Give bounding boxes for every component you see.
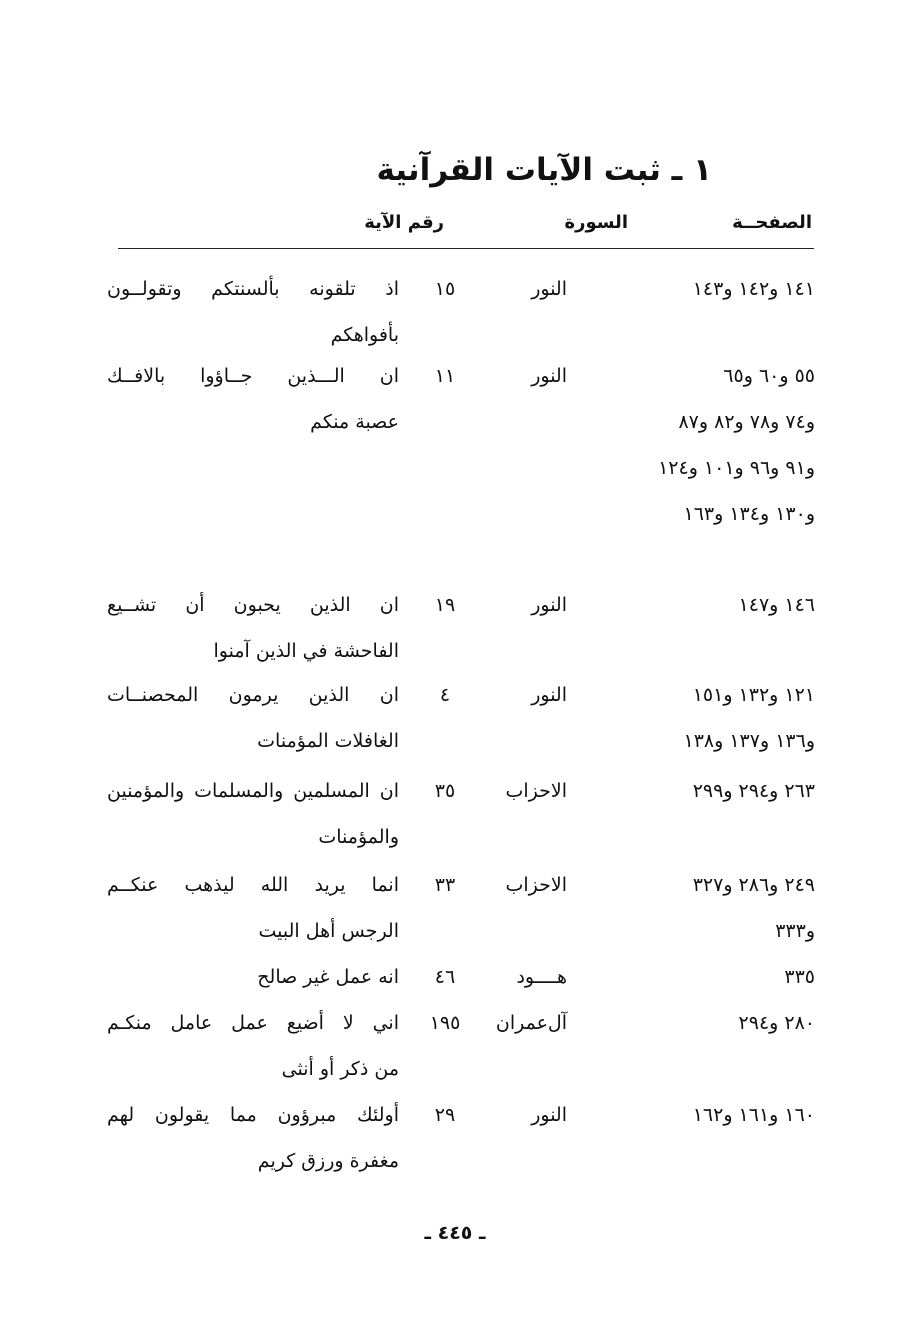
verse-line: الفاحشة في الذين آمنوا (213, 640, 399, 662)
pages-line: ٢٦٣ و٢٩٤ و٢٩٩ (692, 780, 815, 802)
verse-text-cell (107, 1000, 399, 1092)
verse-number-cell: ١٩ (434, 594, 456, 616)
verse-line: والمؤمنات (318, 826, 399, 848)
verse-line: ان المسلمين والمسلمات والمؤمنين (107, 780, 399, 802)
pages-cell (585, 1000, 815, 1046)
pages-line: و٧٤ و٧٨ و٨٢ و٨٧ (678, 411, 815, 433)
pages-cell (585, 353, 815, 537)
verse-line: ان الذين يرمون المحصنــات (107, 684, 399, 706)
pages-cell (585, 768, 815, 814)
pages-line: و٩١ و٩٦ و١٠١ و١٢٤ (658, 457, 815, 479)
verse-text-cell (107, 954, 399, 1000)
verse-text-cell (107, 862, 399, 954)
surah-cell: النور (531, 684, 567, 706)
verse-line: ان الـــذين جــاؤوا بالافــك (107, 365, 399, 387)
surah-cell: النور (531, 365, 567, 387)
verse-line: انه عمل غير صالح (257, 966, 399, 988)
pages-line: ٢٤٩ و٢٨٦ و٣٢٧ (692, 874, 815, 896)
pages-line: و١٣٦ و١٣٧ و١٣٨ (683, 730, 815, 752)
verse-line: الغافلات المؤمنات (257, 730, 399, 752)
verse-number-cell: ٢٩ (434, 1104, 456, 1126)
verse-line: عصبة منكم (310, 411, 399, 433)
pages-cell (585, 1092, 815, 1138)
verse-number-cell: ١٩٥ (429, 1012, 461, 1034)
verse-line: انما يريد الله ليذهب عنكــم (107, 874, 399, 896)
surah-cell: النور (531, 278, 567, 300)
pages-line: ١٤٦ و١٤٧ (738, 594, 815, 616)
pages-line: و٣٣٣ (775, 920, 815, 942)
pages-cell (585, 862, 815, 954)
column-header-surah: السورة (564, 212, 628, 233)
surah-cell: الاحزاب (505, 874, 567, 896)
column-header-verse-number: رقم الآية (364, 212, 444, 233)
verse-text-cell (107, 353, 399, 445)
verse-number-cell: ١١ (434, 365, 456, 387)
pages-cell (585, 672, 815, 764)
surah-cell: هــــود (516, 966, 567, 988)
pages-line: ١٦٠ و١٦١ و١٦٢ (692, 1104, 815, 1126)
verse-text-cell (107, 266, 399, 358)
header-divider (118, 248, 814, 249)
verse-text-cell (107, 582, 399, 674)
verse-number-cell: ٣٥ (434, 780, 456, 802)
verse-line: من ذكر أو أنثى (281, 1058, 399, 1080)
verse-line: اني لا أضيع عمل عامل منكـم (107, 1012, 399, 1034)
verse-number-cell: ٤٦ (434, 966, 456, 988)
pages-cell (585, 266, 815, 312)
surah-cell: النور (531, 594, 567, 616)
pages-line: ١٢١ و١٣٢ و١٥١ (692, 684, 815, 706)
pages-line: و١٣٠ و١٣٤ و١٦٣ (683, 503, 815, 525)
verse-number-cell: ٤ (439, 684, 451, 706)
verse-line: الرجس أهل البيت (258, 920, 399, 942)
pages-cell (585, 582, 815, 628)
verse-text-cell (107, 672, 399, 764)
verse-line: ان الذين يحبون أن تشــيع (107, 594, 399, 616)
pages-line: ٥٥ و٦٠ و٦٥ (723, 365, 815, 387)
verse-text-cell (107, 1092, 399, 1184)
verse-line: بأفواهكم (330, 324, 399, 346)
verse-line: مغفرة ورزق كريم (257, 1150, 399, 1172)
column-header-page: الصفحــة (732, 212, 812, 233)
pages-line: ٣٣٥ (784, 966, 815, 988)
verse-number-cell: ٣٣ (434, 874, 456, 896)
pages-cell (585, 954, 815, 1000)
verse-text-cell (107, 768, 399, 860)
surah-cell: الاحزاب (505, 780, 567, 802)
verse-line: أولئك مبرؤون مما يقولون لهم (107, 1104, 399, 1126)
page-title: ١ ـ ثبت الآيات القرآنية (376, 152, 712, 188)
pages-line: ٢٨٠ و٢٩٤ (738, 1012, 815, 1034)
pages-line: ١٤١ و١٤٢ و١٤٣ (692, 278, 815, 300)
surah-cell: آل‌عمران (495, 1012, 567, 1034)
verse-number-cell: ١٥ (434, 278, 456, 300)
verse-line: اذ تلقونه بألسنتكم وتقولــون (107, 278, 399, 300)
surah-cell: النور (531, 1104, 567, 1126)
page-number: ـ ٤٤٥ ـ (424, 1222, 486, 1244)
